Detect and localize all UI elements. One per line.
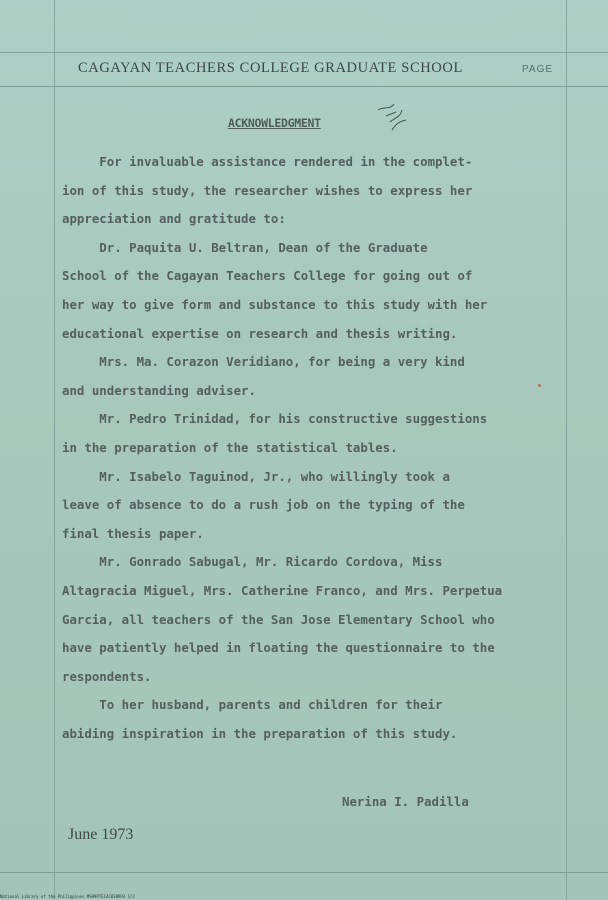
body-line: appreciation and gratitude to: bbox=[62, 211, 286, 227]
body-line: Mr. Isabelo Taguinod, Jr., who willingly took a bbox=[62, 468, 450, 484]
acknowledgment-body bbox=[62, 148, 562, 748]
header-rule bbox=[0, 86, 608, 87]
body-line: final thesis paper. bbox=[62, 525, 204, 541]
body-line: have patiently helped in floating the questionnaire to the bbox=[62, 640, 495, 656]
body-line: Mr. Gonrado Sabugal, Mr. Ricardo Cordova, Miss bbox=[62, 554, 443, 570]
body-line: School of the Cagayan Teachers College for going out of bbox=[62, 268, 473, 284]
page-heading: ACKNOWLEDGMENT bbox=[228, 116, 321, 130]
right-margin-rule bbox=[566, 0, 567, 900]
body-line: her way to give form and substance to this study with her bbox=[62, 296, 488, 312]
body-line: Mrs. Ma. Corazon Veridiano, for being a very kind bbox=[62, 354, 465, 370]
page-number-label: PAGE bbox=[522, 64, 554, 75]
body-line: Dr. Paquita U. Beltran, Dean of the Graduate bbox=[62, 239, 428, 255]
left-margin-rule bbox=[54, 0, 55, 900]
body-line: educational expertise on research and thesis writing. bbox=[62, 325, 458, 341]
handwritten-date: June 1973 bbox=[68, 826, 134, 843]
body-line: For invaluable assistance rendered in the complet- bbox=[62, 154, 473, 169]
body-line: Garcia, all teachers of the San Jose Elementary School who bbox=[62, 611, 495, 627]
bottom-rule bbox=[0, 872, 608, 873]
ink-spot bbox=[538, 384, 541, 387]
body-line: in the preparation of the statistical tables. bbox=[62, 439, 398, 455]
body-line: abiding inspiration in the preparation of this study. bbox=[62, 725, 458, 741]
body-line: Mr. Pedro Trinidad, for his constructive suggestions bbox=[62, 411, 488, 427]
handwritten-mark-icon bbox=[372, 100, 412, 140]
body-line: leave of absence to do a rush job on the typing of the bbox=[62, 497, 465, 513]
body-line: To her husband, parents and children for their bbox=[62, 697, 443, 713]
body-line: respondents. bbox=[62, 668, 152, 684]
top-rule bbox=[0, 52, 608, 53]
signature-name: Nerina I. Padilla bbox=[342, 794, 469, 809]
archive-footer: National Library of the Philippines MS09PTE14C038993 1/2 bbox=[0, 894, 135, 899]
body-line: ion of this study, the researcher wishes to express her bbox=[62, 182, 473, 198]
body-line: and understanding adviser. bbox=[62, 382, 256, 398]
letterhead-title: CAGAYAN TEACHERS COLLEGE GRADUATE SCHOOL bbox=[78, 60, 463, 76]
body-line: Altagracia Miguel, Mrs. Catherine Franco, and Mrs. Perpetua bbox=[62, 582, 503, 598]
